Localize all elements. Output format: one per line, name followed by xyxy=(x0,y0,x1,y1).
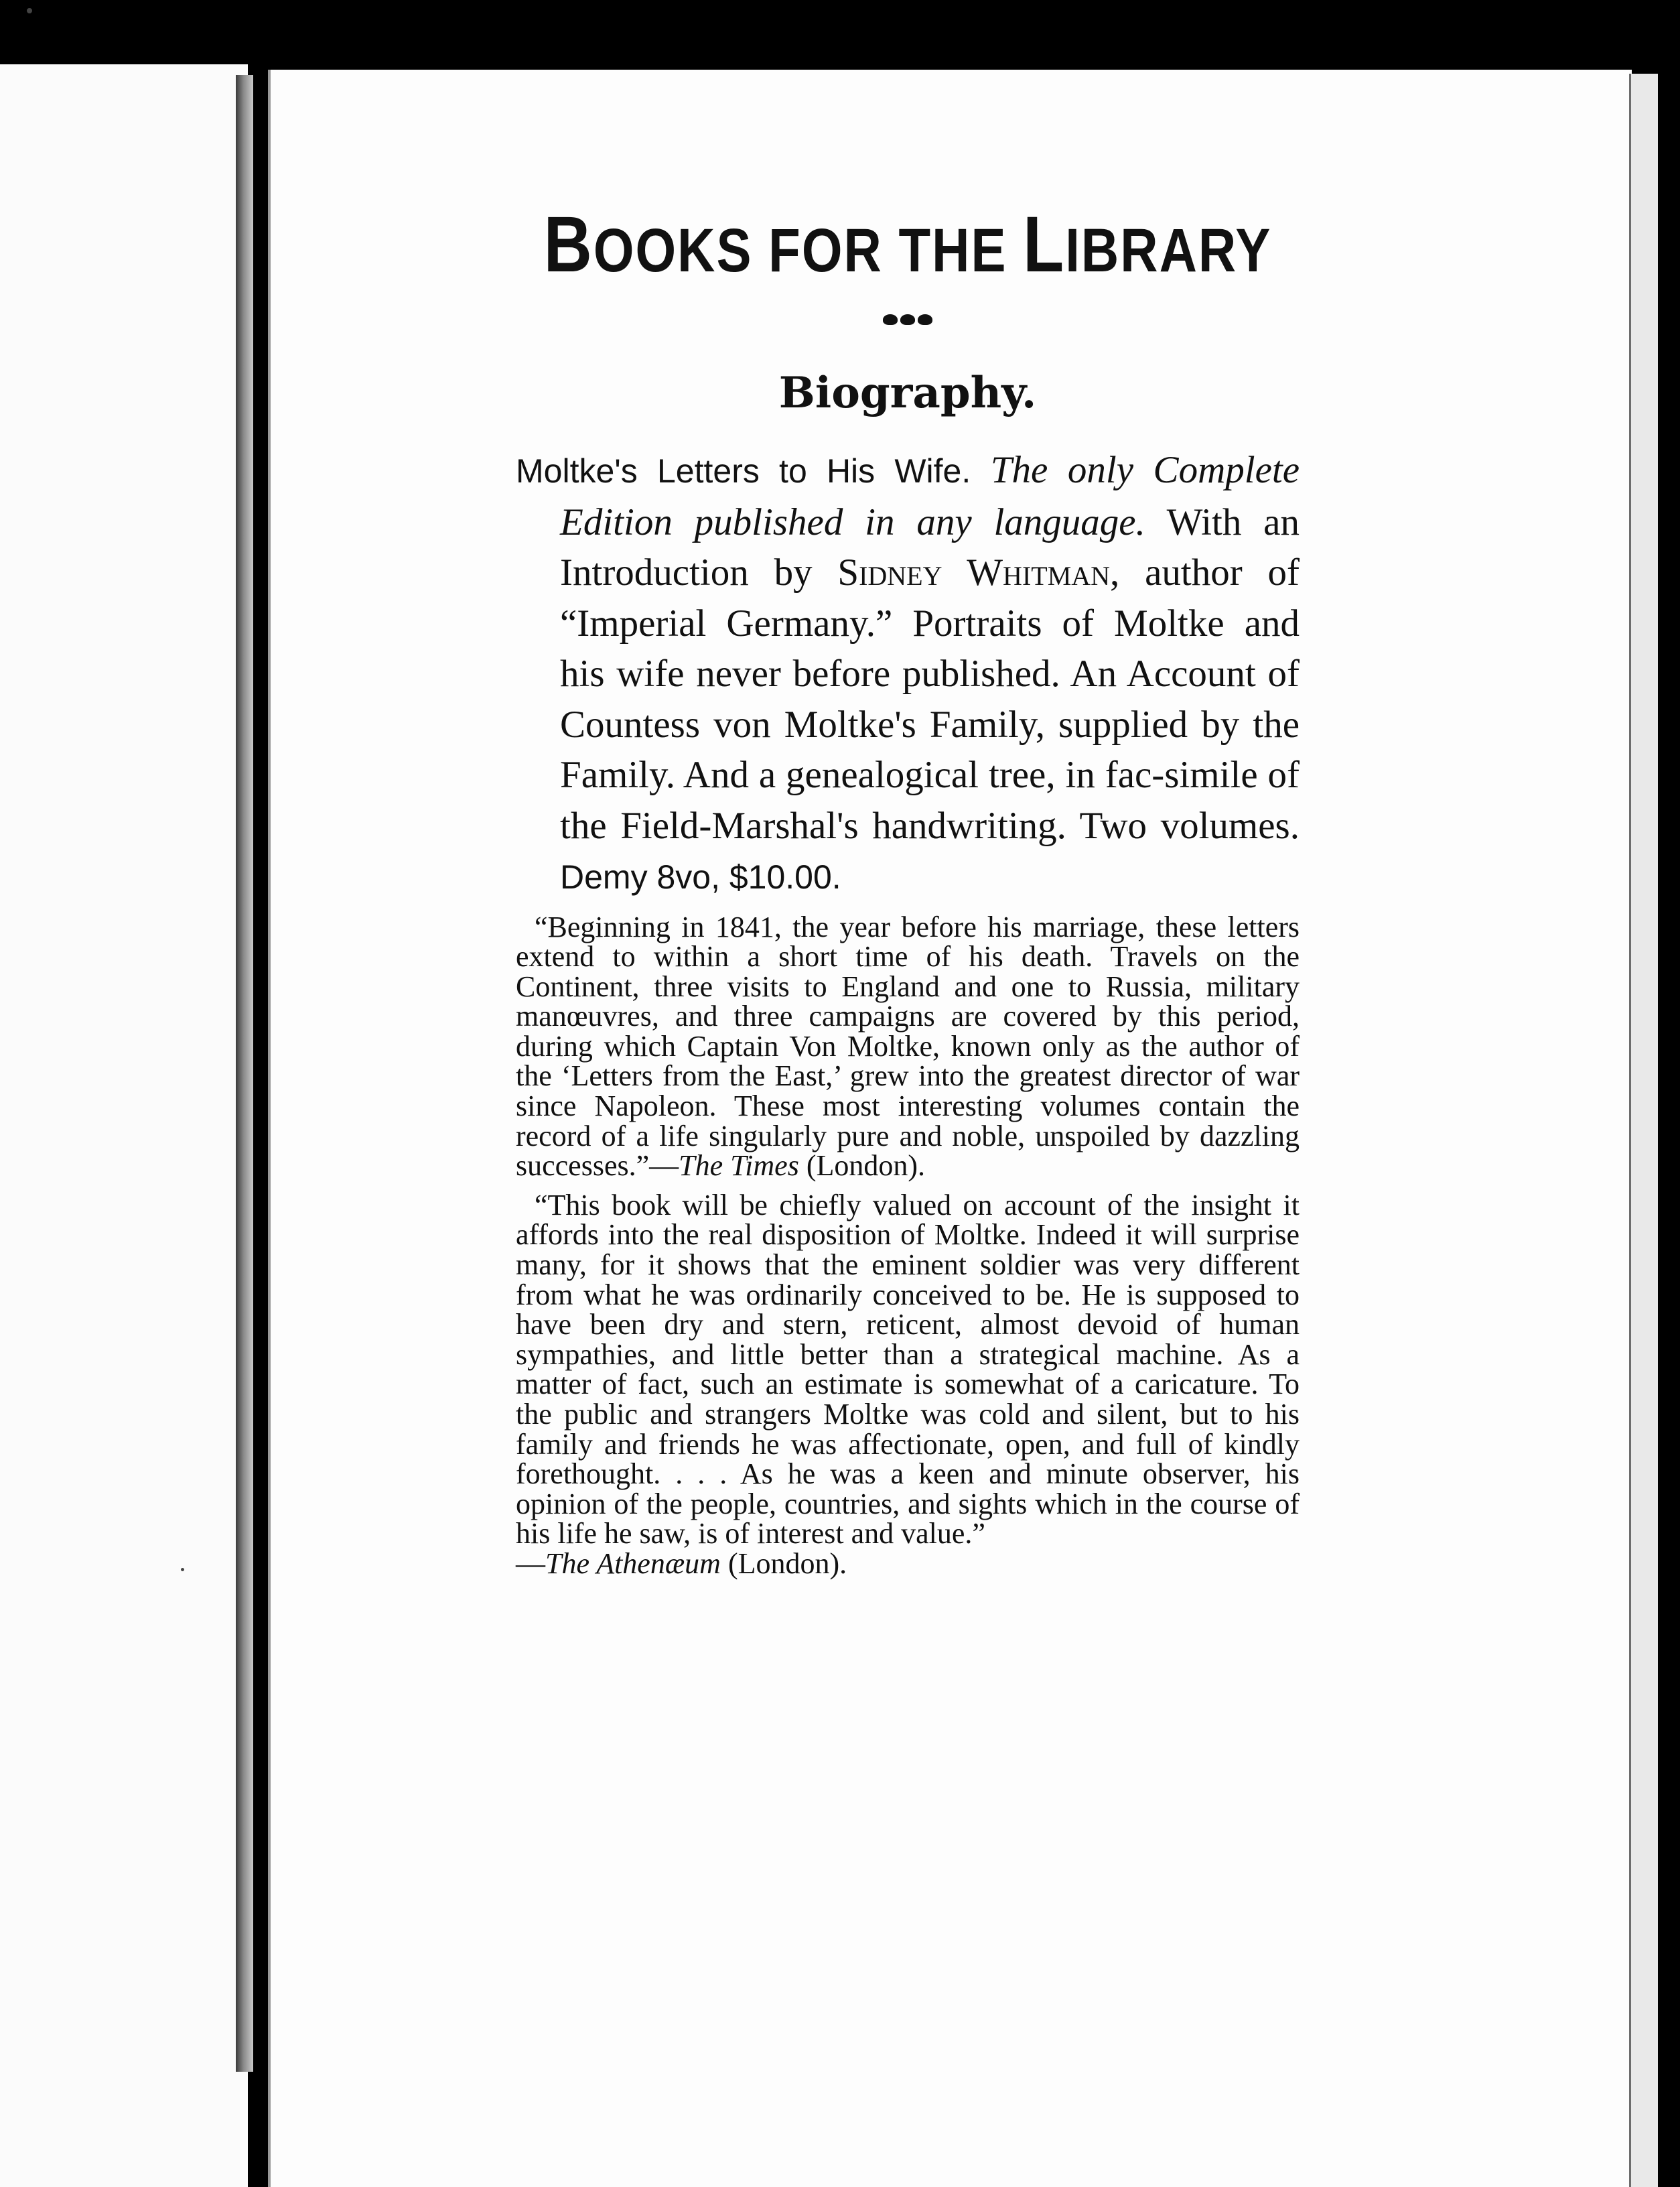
page-headline xyxy=(516,200,1300,291)
section-heading: Biography. xyxy=(778,368,1037,418)
intro-author: Sidney Whitman xyxy=(837,551,1111,594)
review-athenaeum-place: (London). xyxy=(720,1546,847,1580)
review-times-source: The Times xyxy=(679,1149,799,1183)
ornament-dot xyxy=(900,314,915,325)
headline-text-1: OOKS FOR THE xyxy=(593,215,1024,285)
intro-pre: With an Introduction by xyxy=(560,501,1300,594)
headline-initial-l: L xyxy=(1023,200,1066,289)
ornament-dot xyxy=(883,314,898,325)
fleuron-ornament xyxy=(516,314,1300,341)
dust-speck xyxy=(27,8,32,13)
book-title: Moltke's Letters to His Wife. xyxy=(516,452,971,490)
left-blank-leaf xyxy=(0,64,248,2187)
review-athenaeum-text: “This book will be chiefly valued on account of the insight it affords into the real disposition of Moltke. Indeed it will surprise many, for it shows that the eminent soldier was very different from what he was ordinarily conceived to be. He is supposed to have been dry and stern, reticent, almost devoid of human sympathies, and little better than a strategical machine. As a matter of fact, such an estimate is somewhat of a caricature. To the public and strangers Moltke was cold and silent, but to his family and friends he was affectionate, open, and full of kindly forethought. . . . As he was a keen and minute observer, his opinion of the people, countries, and sights which in the course of his life he saw, is of interest and value.” xyxy=(516,1188,1300,1550)
book-price: Demy 8vo, $10.00. xyxy=(560,858,841,896)
dust-speck xyxy=(181,1568,184,1571)
book-description: , author of “Imperial Germany.” Portraits of Moltke and his wife never before published. An Account of Countess von Moltke's Family, supplied by the Family. And a genealogical tree, in fac-simile of the Field-Marshal's handwriting. Two volumes. xyxy=(560,551,1300,847)
headline-text-2: IBRARY xyxy=(1065,215,1272,285)
review-athenaeum-source: The Athenæum xyxy=(545,1546,721,1580)
ornament-dot xyxy=(918,314,932,325)
review-times-text: “Beginning in 1841, the year before his marriage, these letters extend to within a short time of his death. Travels on the Continent, three visits to England and one to Russia, military manœuvres, and three campaigns are covered by this period, during which Captain Von Moltke, known only as the author of the ‘Letters from the East,’ grew into the greatest director of war since Napoleon. These most interesting volumes contain the record of a life singularly pure and noble, unspoiled by dazzling successes.”— xyxy=(516,910,1300,1183)
binding-gutter xyxy=(236,75,253,2072)
review-athenaeum-attribution xyxy=(516,1546,1300,1580)
attribution-dash: — xyxy=(516,1546,545,1580)
review-athenaeum xyxy=(516,1188,1300,1550)
headline-initial-b: B xyxy=(543,200,593,289)
review-times-place: (London). xyxy=(798,1149,926,1183)
review-times xyxy=(516,910,1300,1183)
edition-note: The only Complete Edition published in any language. xyxy=(560,449,1300,543)
page-edge xyxy=(1629,74,1658,2187)
page-content xyxy=(516,194,1300,1579)
book-entry xyxy=(516,445,1300,903)
